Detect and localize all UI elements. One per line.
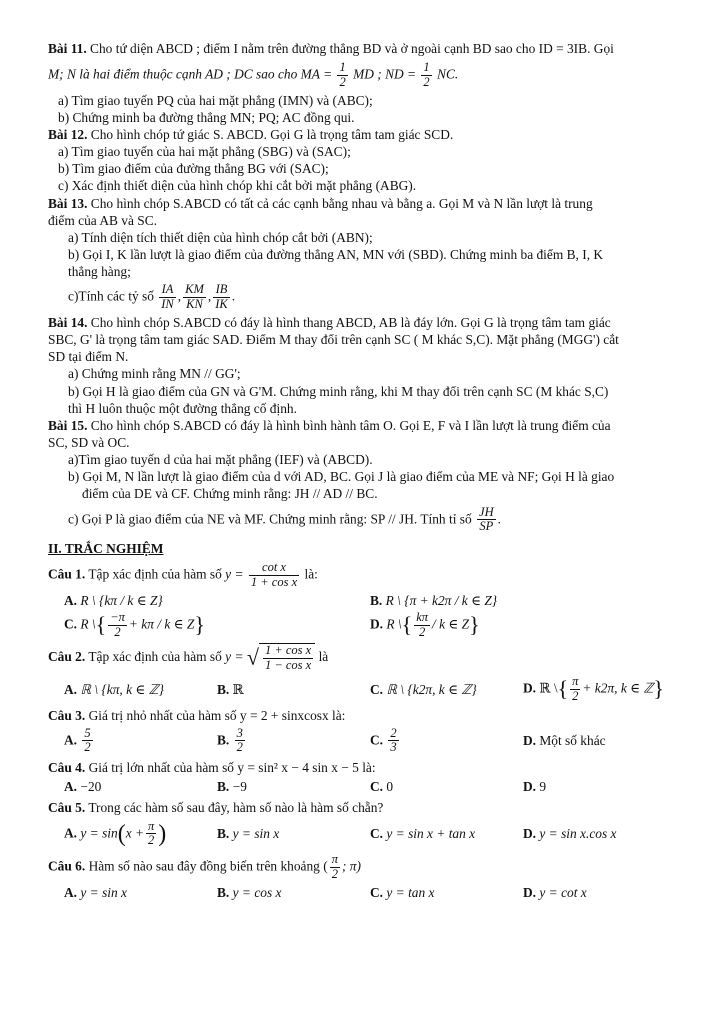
q1-options-row2 bbox=[48, 611, 676, 640]
q6-a-value: y = sin x bbox=[80, 884, 127, 900]
q1-tail: là: bbox=[304, 566, 318, 582]
q1-y: y = bbox=[225, 566, 244, 582]
b13-r3-den: IK bbox=[215, 297, 228, 312]
b11-part-b: b) Chứng minh ba đường thẳng MN; PQ; AC đồng qui. bbox=[58, 109, 355, 125]
q3-d-label: D. bbox=[523, 733, 537, 749]
q1-b-label: B. bbox=[370, 592, 383, 608]
b14-part-b1: b) Gọi H là giao điểm của GN và G'M. Chứng minh rằng, khi M thay đổi trên cạnh SC (M khác S,C) bbox=[68, 383, 609, 399]
q2-fraction bbox=[263, 644, 313, 673]
b15-ratio bbox=[477, 506, 496, 535]
q6-stem bbox=[48, 853, 676, 882]
q4-c-value: 0 bbox=[386, 779, 394, 795]
q3-option-c[interactable] bbox=[370, 727, 523, 756]
b11-part-a: a) Tìm giao tuyến PQ của hai mặt phẳng (IMN) và (ABC); bbox=[58, 92, 373, 108]
q5-a-num: π bbox=[148, 818, 155, 833]
b13-ratio-2 bbox=[183, 283, 206, 312]
q6-label: Câu 6. bbox=[48, 858, 86, 874]
q5-c-value: y = sin x + tan x bbox=[386, 826, 476, 842]
q2-d-frac bbox=[570, 675, 580, 704]
q3-a-num: 5 bbox=[84, 725, 91, 740]
q3-option-a[interactable] bbox=[64, 727, 217, 756]
q4-label: Câu 4. bbox=[48, 760, 86, 776]
b13-part-b2: thẳng hàng; bbox=[68, 264, 131, 280]
q3-a-frac bbox=[82, 727, 92, 756]
q3-b-frac bbox=[235, 727, 245, 756]
q3-option-b[interactable] bbox=[217, 727, 370, 756]
q1-option-b[interactable] bbox=[370, 592, 676, 609]
b11-fraction-2 bbox=[421, 61, 431, 90]
q3-a-label: A. bbox=[64, 731, 78, 747]
brace-open: { bbox=[95, 612, 107, 638]
q2-y: y = bbox=[225, 649, 244, 665]
brace-open: { bbox=[557, 676, 569, 702]
b14-intro-line1 bbox=[48, 314, 676, 331]
q5-b-value: y = sin x bbox=[232, 826, 280, 842]
brace-close: } bbox=[653, 676, 664, 702]
q3-b-den: 2 bbox=[236, 740, 243, 755]
q5-option-a[interactable] bbox=[64, 819, 217, 850]
b13-intro-line2: điểm của AB và SC. bbox=[48, 212, 157, 228]
b11-f1-num: 1 bbox=[339, 60, 346, 75]
q3-b-label: B. bbox=[217, 731, 230, 747]
b15-ratio-num: JH bbox=[479, 504, 494, 519]
q2-option-d[interactable] bbox=[523, 675, 676, 704]
q4-b-label: B. bbox=[217, 779, 230, 795]
q4-c-label: C. bbox=[370, 779, 384, 795]
q6-option-c[interactable] bbox=[370, 884, 523, 901]
document-page bbox=[48, 40, 676, 903]
q4-stem bbox=[48, 759, 676, 776]
b12-intro bbox=[48, 126, 676, 143]
b11-title: Bài 11. bbox=[48, 41, 87, 56]
b13-ratio-1 bbox=[159, 283, 176, 312]
q1-c-label: C. bbox=[64, 616, 78, 632]
q5-a-pre: y = sin bbox=[80, 824, 118, 840]
q4-b-value: −9 bbox=[232, 779, 247, 795]
q2-text: Tập xác định của hàm số bbox=[85, 649, 226, 665]
brace-open: { bbox=[401, 612, 413, 638]
q1-d-frac bbox=[414, 611, 430, 640]
q2-d-pre: ℝ \ bbox=[539, 680, 558, 696]
q6-text: Hàm số nào sau đây đồng biến trên khoảng bbox=[85, 858, 324, 874]
b15-ratio-den: SP bbox=[479, 519, 494, 534]
q1-d-pre: R \ bbox=[386, 616, 402, 632]
q5-a-den: 2 bbox=[148, 833, 155, 848]
q6-f-num: π bbox=[331, 852, 338, 867]
q2-c-label: C. bbox=[370, 681, 384, 697]
b14-title: Bài 14. bbox=[48, 314, 88, 330]
q6-options bbox=[48, 884, 676, 901]
b13-title: Bài 13. bbox=[48, 195, 88, 211]
paren-open: ( bbox=[117, 820, 126, 847]
q4-options bbox=[48, 778, 676, 795]
q5-a-x: x + bbox=[125, 824, 145, 840]
q6-f-den: 2 bbox=[331, 867, 338, 881]
b11-intro-line2 bbox=[48, 61, 676, 90]
q1-f-den: 1 + cos x bbox=[250, 575, 298, 589]
q5-a-label: A. bbox=[64, 824, 78, 840]
b13-r1-den: IN bbox=[161, 297, 174, 312]
q2-d-label: D. bbox=[523, 680, 537, 696]
q1-d-label: D. bbox=[370, 616, 384, 632]
q4-option-c[interactable] bbox=[370, 778, 523, 795]
q2-radicand bbox=[259, 643, 315, 673]
q3-c-den: 3 bbox=[390, 740, 397, 755]
b14-part-b2: thì H luôn thuộc một đường thẳng cố định. bbox=[68, 400, 297, 416]
q4-text: Giá trị lớn nhất của hàm số y = sin² x − 4 sin x − 5 là: bbox=[85, 760, 376, 776]
q2-a-value: ℝ \ {kπ, k ∈ ℤ} bbox=[80, 681, 164, 697]
q5-d-value: y = sin x.cos x bbox=[539, 826, 617, 842]
q3-option-d[interactable] bbox=[523, 732, 676, 749]
b11-fraction-1 bbox=[337, 61, 347, 90]
q6-d-label: D. bbox=[523, 884, 537, 900]
b15-part-b2: điểm của DE và CF. Chứng minh rằng: JH // AD // BC. bbox=[82, 486, 378, 502]
b15-c-text: c) Gọi P là giao điểm của NE và MF. Chứng minh rằng: SP // JH. Tính tỉ số bbox=[68, 510, 472, 526]
b12-part-a: a) Tìm giao tuyến của hai mặt phẳng (SBG) và (SAC); bbox=[58, 144, 351, 160]
b14-intro1: Cho hình chóp S.ABCD có đáy là hình thang ABCD, AB là đáy lớn. Gọi G là trọng tâm tam giác bbox=[87, 314, 611, 330]
q2-d-num: π bbox=[572, 673, 579, 688]
q6-d-value: y = cot x bbox=[539, 884, 587, 900]
q2-option-a[interactable] bbox=[64, 681, 217, 698]
q3-b-num: 3 bbox=[236, 725, 243, 740]
b11-intro2a: M; N là hai điểm thuộc cạnh AD ; DC sao cho MA = bbox=[48, 66, 336, 82]
q6-a-label: A. bbox=[64, 884, 78, 900]
b14-intro-line3: SD tại điểm N. bbox=[48, 349, 129, 365]
q2-stem bbox=[48, 643, 676, 673]
q6-option-b[interactable] bbox=[217, 884, 370, 901]
q6-open: ( bbox=[323, 858, 328, 874]
q5-a-frac bbox=[146, 820, 156, 849]
q2-a-label: A. bbox=[64, 681, 78, 697]
q3-label: Câu 3. bbox=[48, 708, 86, 724]
q1-f-num: cot x bbox=[249, 561, 299, 576]
q1-option-c[interactable] bbox=[64, 611, 370, 640]
q6-c-label: C. bbox=[370, 884, 384, 900]
b15-part-b1: b) Gọi M, N lần lượt là giao điểm của d với AD, BC. Gọi J là giao điểm của ME và NF; Gọi H là giao bbox=[68, 469, 615, 485]
q1-options-row1 bbox=[48, 592, 676, 609]
q3-c-num: 2 bbox=[390, 725, 397, 740]
q3-options bbox=[48, 727, 676, 756]
b15-intro-line2: SC, SD và OC. bbox=[48, 434, 130, 450]
b12-part-c: c) Xác định thiết diện của hình chóp khi cắt bởi mặt phẳng (ABG). bbox=[58, 178, 417, 194]
q6-b-value: y = cos x bbox=[232, 884, 282, 900]
q5-d-label: D. bbox=[523, 826, 537, 842]
b11-intro1: Cho tứ diện ABCD ; điểm I nằm trên đường thẳng BD và ở ngoài cạnh BD sao cho ID = 3IB. Gọi bbox=[86, 41, 614, 56]
b13-c-text: c)Tính các tỷ số bbox=[68, 288, 154, 304]
q3-d-value: Một số khác bbox=[536, 733, 606, 749]
q2-d-post: + k2π, k ∈ ℤ bbox=[582, 680, 654, 696]
q6-b-label: B. bbox=[217, 884, 230, 900]
q3-stem bbox=[48, 707, 676, 724]
b13-r2-num: KM bbox=[185, 282, 204, 297]
b13-r1-num: IA bbox=[159, 283, 176, 298]
q3-a-den: 2 bbox=[84, 740, 91, 755]
b12-intro-text: Cho hình chóp tứ giác S. ABCD. Gọi G là trọng tâm tam giác SCD. bbox=[87, 126, 454, 142]
b15-title: Bài 15. bbox=[48, 417, 88, 433]
q6-c-value: y = tan x bbox=[386, 884, 435, 900]
q2-options bbox=[48, 675, 676, 704]
q2-label: Câu 2. bbox=[48, 649, 86, 665]
b15-part-a: a)Tìm giao tuyến d của hai mặt phẳng (IEF) và (ABCD). bbox=[68, 452, 373, 468]
b13-part-c: c)Tính các tỷ số $\frac{IA}{IN}$ , $\frac{KM}{KN}$ , $\frac{IB}{IK}$ . bbox=[68, 282, 236, 312]
b12-part-b: b) Tìm giao điểm của đường thẳng BG với (SAC); bbox=[58, 161, 329, 177]
b12-title: Bài 12. bbox=[48, 126, 88, 142]
q2-f-num: 1 + cos x bbox=[264, 643, 312, 658]
q6-post: ; π) bbox=[341, 858, 361, 874]
q1-text: Tập xác định của hàm số bbox=[85, 566, 226, 582]
q2-f-den: 1 − cos x bbox=[264, 658, 312, 673]
q2-d-den: 2 bbox=[572, 688, 579, 703]
q2-b-label: B. bbox=[217, 681, 230, 697]
q2-c-value: ℝ \ {k2π, k ∈ ℤ} bbox=[386, 681, 477, 697]
q1-d-post: / k ∈ Z bbox=[432, 616, 470, 632]
q1-c-frac bbox=[108, 611, 127, 640]
q1-a-label: A. bbox=[64, 592, 78, 608]
q6-option-d[interactable] bbox=[523, 884, 676, 901]
q1-c-num: −π bbox=[110, 609, 125, 624]
q1-fraction bbox=[249, 561, 299, 590]
q1-b-value: R \ {π + k2π / k ∈ Z} bbox=[385, 592, 498, 608]
q5-stem bbox=[48, 799, 676, 816]
q2-tail: là bbox=[318, 649, 329, 665]
q6-option-a[interactable] bbox=[64, 884, 217, 901]
q1-label: Câu 1. bbox=[48, 566, 86, 582]
b13-intro-line1 bbox=[48, 195, 676, 212]
b13-r2-den: KN bbox=[186, 297, 203, 312]
q5-options bbox=[48, 819, 676, 850]
q1-c-post: + kπ / k ∈ Z bbox=[128, 616, 195, 632]
q5-option-b[interactable] bbox=[217, 825, 370, 842]
q1-c-den: 2 bbox=[114, 624, 121, 639]
q6-fraction bbox=[330, 853, 340, 882]
q4-option-b[interactable] bbox=[217, 778, 370, 795]
q5-option-d[interactable] bbox=[523, 825, 676, 842]
q4-option-d[interactable] bbox=[523, 778, 676, 795]
b13-ratio-3 bbox=[213, 283, 230, 312]
q5-b-label: B. bbox=[217, 826, 230, 842]
q2-option-c[interactable] bbox=[370, 681, 523, 698]
b13-part-b1: b) Gọi I, K lần lượt là giao điểm của đường thẳng AN, MN với (SBD). Chứng minh ba điểm B, I, K bbox=[68, 247, 604, 263]
b11-intro2b: MD ; ND = bbox=[353, 66, 417, 82]
b11-f1-den: 2 bbox=[339, 74, 346, 89]
q1-d-den: 2 bbox=[418, 624, 426, 639]
q3-c-label: C. bbox=[370, 731, 384, 747]
q1-c-pre: R \ bbox=[80, 616, 96, 632]
b15-intro1: Cho hình chóp S.ABCD có đáy là hình bình hành tâm O. Gọi E, F và I lần lượt là trung điểm của bbox=[87, 417, 611, 433]
q5-c-label: C. bbox=[370, 826, 384, 842]
b11-f2-num: 1 bbox=[423, 60, 430, 75]
b11-intro2c: NC. bbox=[437, 66, 459, 82]
q5-text: Trong các hàm số sau đây, hàm số nào là hàm số chẵn? bbox=[85, 800, 384, 816]
q3-text: Giá trị nhỏ nhất của hàm số y = 2 + sinxcosx là: bbox=[85, 708, 346, 724]
q4-d-value: 9 bbox=[539, 779, 547, 795]
b11-intro-line1 bbox=[48, 40, 676, 57]
q2-option-b[interactable] bbox=[217, 681, 370, 698]
brace-close: } bbox=[194, 612, 205, 638]
q1-option-a[interactable] bbox=[64, 592, 370, 609]
q4-a-label: A. bbox=[64, 779, 78, 795]
q5-label: Câu 5. bbox=[48, 800, 86, 816]
brace-close: } bbox=[469, 612, 480, 638]
b15-part-c: c) Gọi P là giao điểm của NE và MF. Chứng minh rằng: SP // JH. Tính tỉ số $\frac{JH}{SP}$ . bbox=[68, 504, 501, 534]
q1-option-d[interactable] bbox=[370, 611, 676, 640]
b13-r3-num: IB bbox=[213, 283, 230, 298]
q5-option-c[interactable] bbox=[370, 825, 523, 842]
q1-d-num: kπ bbox=[416, 609, 429, 624]
q4-d-label: D. bbox=[523, 779, 537, 795]
b15-intro-line1 bbox=[48, 417, 676, 434]
q4-option-a[interactable] bbox=[64, 778, 217, 795]
b13-part-a: a) Tính diện tích thiết diện của hình chóp cắt bởi (ABN); bbox=[68, 229, 373, 245]
b13-intro1: Cho hình chóp S.ABCD có tất cả các cạnh bằng nhau và bằng a. Gọi M và N lần lượt là trung bbox=[87, 195, 593, 211]
paren-close: ) bbox=[158, 820, 167, 847]
b14-intro-line2: SBC, G' là trọng tâm tam giác SAD. Điểm M thay đổi trên cạnh SC ( M khác S,C). Mặt phẳng (MGG') cắt bbox=[48, 332, 619, 348]
sqrt-icon: √ bbox=[246, 645, 259, 671]
b14-part-a: a) Chứng minh rằng MN // GG'; bbox=[68, 366, 241, 382]
section-heading: II. TRẮC NGHIỆM bbox=[48, 541, 164, 557]
b11-f2-den: 2 bbox=[423, 74, 430, 89]
q1-a-value: R \ {kπ / k ∈ Z} bbox=[80, 592, 163, 608]
q3-c-frac bbox=[388, 727, 398, 756]
q4-a-value: −20 bbox=[80, 779, 102, 795]
q2-b-value: ℝ bbox=[232, 681, 244, 697]
q1-stem bbox=[48, 561, 676, 590]
